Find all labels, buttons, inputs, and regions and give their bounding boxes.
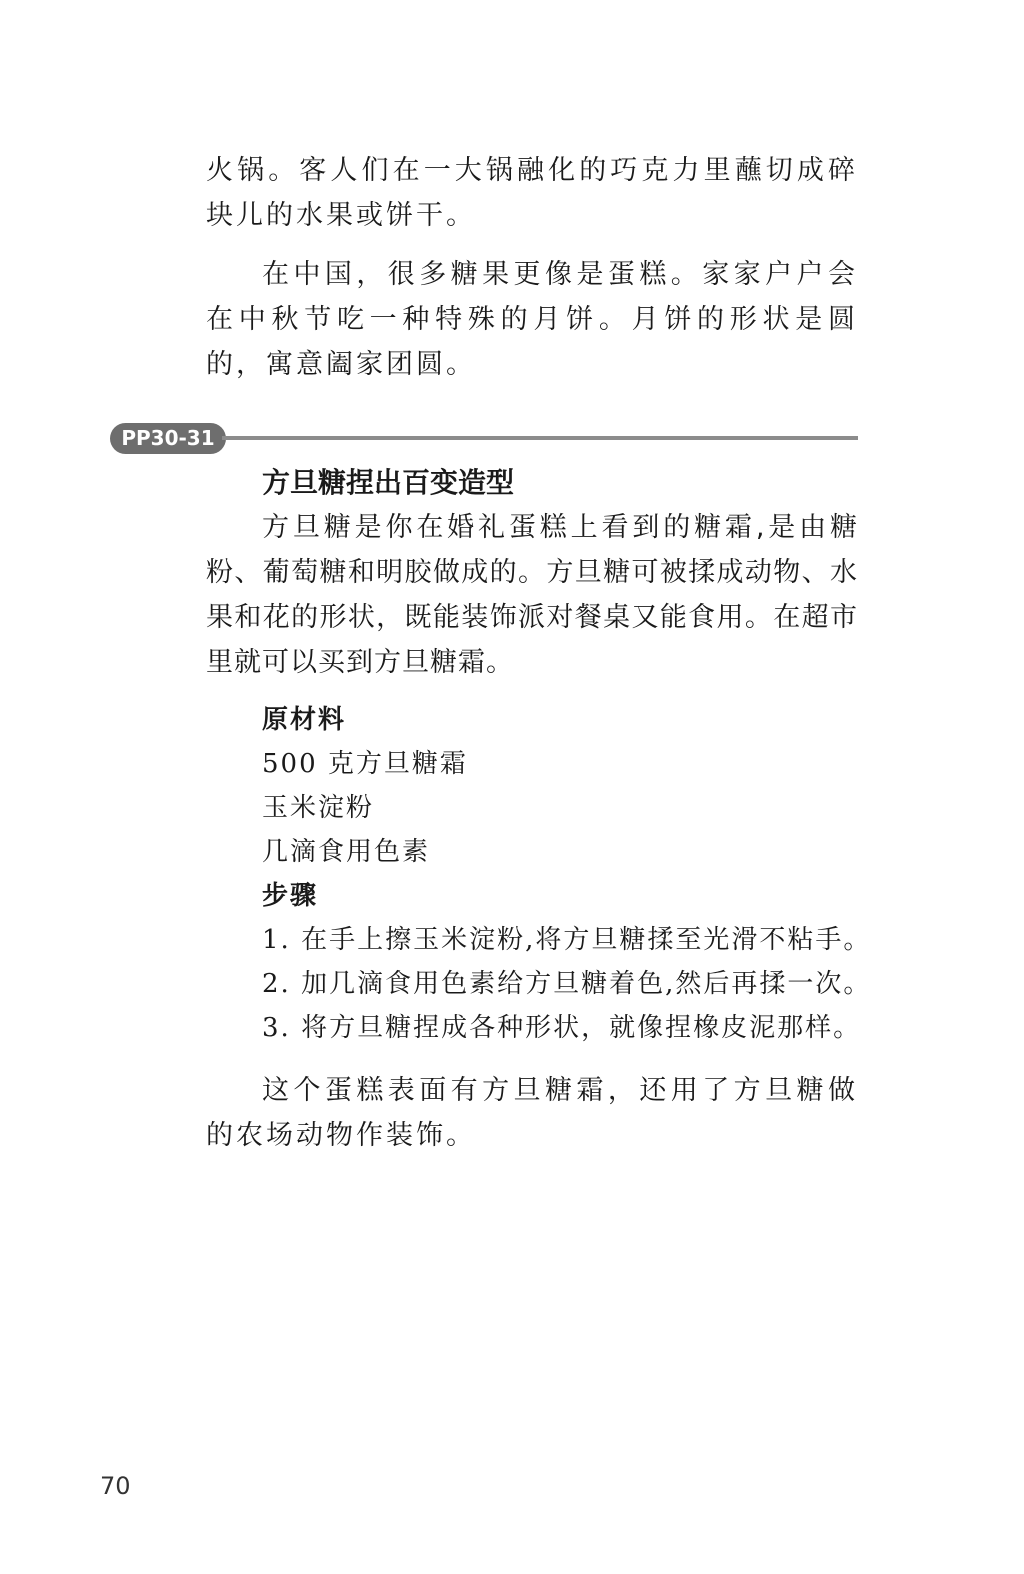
page-number: 70 [100, 1472, 131, 1500]
intro-text [206, 148, 858, 387]
intro-paragraph-1: 火锅。客人们在一大锅融化的巧克力里蘸切成碎块儿的水果或饼干。 [206, 155, 858, 231]
section-badge: PP30-31 [110, 423, 226, 454]
recipe [262, 698, 872, 1050]
ingredients-label: 原材料 [262, 705, 347, 735]
section-paragraph: 方旦糖是你在婚礼蛋糕上看到的糖霜,是由糖粉、葡萄糖和明胶做成的。方旦糖可被揉成动物、水果和花的形状，既能装饰派对餐桌又能食用。在超市里就可以买到方旦糖霜。 [206, 512, 858, 678]
steps-label: 步骤 [262, 881, 319, 911]
section-divider [222, 436, 858, 440]
step-item: 1. 在手上擦玉米淀粉,将方旦糖揉至光滑不粘手。 [262, 925, 872, 955]
step-item: 3. 将方旦糖捏成各种形状，就像捏橡皮泥那样。 [262, 1013, 862, 1043]
ingredient-item: 几滴食用色素 [262, 837, 431, 867]
section-title: 方旦糖捏出百变造型 [262, 466, 515, 499]
section-body [206, 505, 858, 685]
ingredient-item: 玉米淀粉 [262, 793, 375, 823]
caption: 这个蛋糕表面有方旦糖霜，还用了方旦糖做的农场动物作装饰。 [206, 1075, 858, 1151]
caption-block [206, 1068, 858, 1158]
intro-paragraph-2: 在中国，很多糖果更像是蛋糕。家家户户会在中秋节吃一种特殊的月饼。月饼的形状是圆的，寓意阖家团圆。 [206, 259, 858, 380]
ingredient-item: 500 克方旦糖霜 [262, 749, 468, 779]
step-item: 2. 加几滴食用色素给方旦糖着色,然后再揉一次。 [262, 969, 872, 999]
